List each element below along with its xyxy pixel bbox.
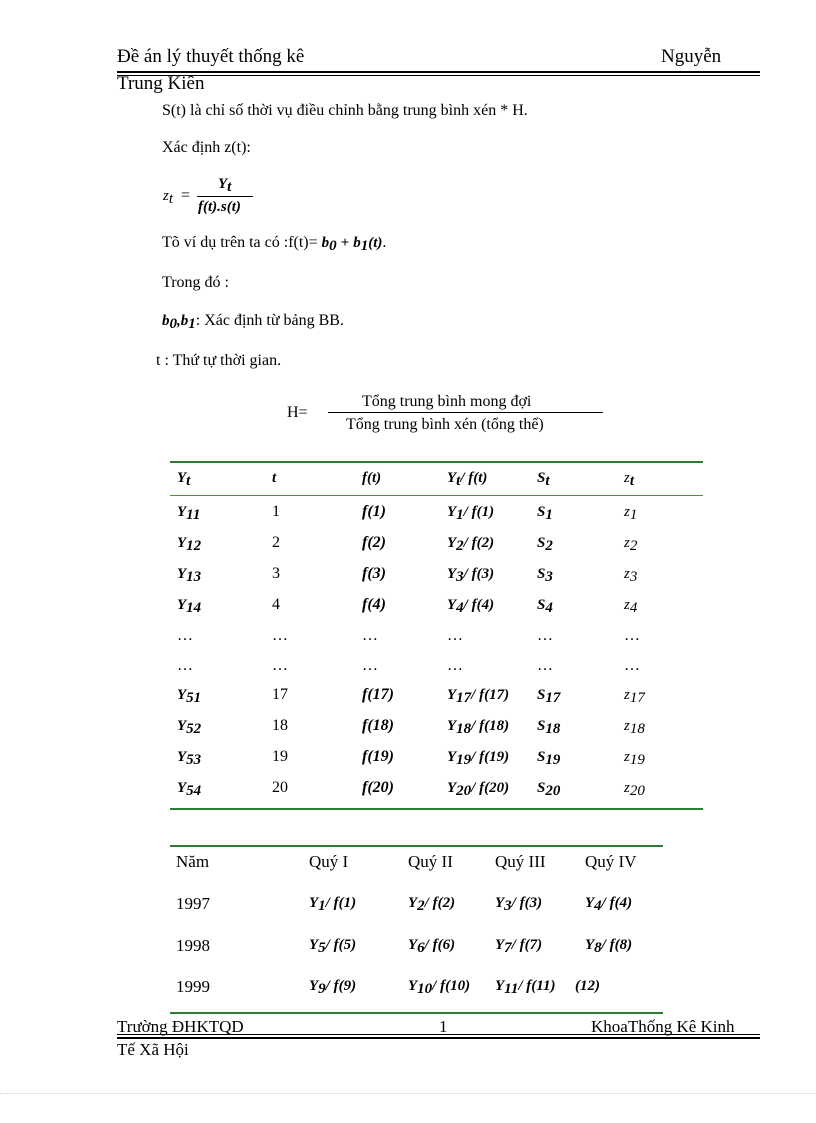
table2-value-sub: 6 [417,940,425,956]
table1-cell-z-sub: 18 [629,721,645,737]
table1-cell-ratio-y: Y [447,535,457,551]
table2-value-y: Y [495,937,505,953]
footer-page-number: 1 [439,1017,448,1036]
table2-value-y: Y [309,978,319,994]
table1-cell-ratio-y: Y [447,749,457,765]
table1-header-sub: t [186,473,191,489]
table1-cell-z [624,657,640,675]
table2-value-y: Y [585,937,595,953]
table1-cell-y-main: Y [177,566,187,582]
table1-cell-s-main: S [537,718,546,734]
table1-cell-y [177,534,201,555]
table1-cell-z-sub: 19 [629,752,645,768]
table1-cell-z-main: z [624,597,630,613]
table1-cell-y [177,779,201,800]
table1-header-sub: t [456,473,461,489]
table2-value-y: Y [495,978,505,994]
table1-header-sub: t [545,473,550,489]
table1-cell-ratio-tail: / f(20) [471,780,510,796]
table2-value-y: Y [408,895,418,911]
table1-cell-s-sub: 4 [545,600,553,616]
table1-cell-y-sub: 14 [186,600,202,616]
table2-value-tail: / f(9) [325,978,357,994]
footer-rule-thick [117,1037,760,1039]
table2-value-tail: / f(3) [511,895,543,911]
table1-cell-z [624,717,645,738]
table1-cell-ft: f(20) [362,779,394,796]
table1-cell-y-main: … [177,657,193,674]
table1-cell-ratio-y: Y [447,504,457,520]
table1-cell-ratio [447,596,494,617]
table1-cell-ratio [447,534,494,555]
table1-cell-y-sub: 51 [186,690,202,706]
table1-header-rule [170,495,703,496]
formula-z-denominator: f(t).s(t) [198,199,241,215]
table1-cell-s-main: S [537,597,546,613]
table1-cell-z-sub: 3 [629,569,638,585]
table2-value-y: Y [309,937,319,953]
table1-cell-z-sub: 4 [629,600,638,616]
table1-cell-s-main: S [537,749,546,765]
table1-cell-y-main: … [177,627,193,644]
table1-cell-s-main: … [537,657,553,674]
table1-cell-y [177,657,193,675]
table1-cell-y [177,565,201,586]
formula-z-lhs: $z_t$ = [163,187,191,207]
table1-cell-t: 19 [272,748,288,765]
table1-cell-ratio-tail: / f(3) [463,566,495,582]
table1-cell-ratio-tail: / f(4) [463,597,495,613]
table2-bottom-rule [170,1012,663,1014]
table2-year-cell: 1997 [176,894,210,913]
table1-cell-z-main: z [624,780,630,796]
table1-cell-z-sub: 20 [629,783,645,799]
table2-header-cell: Quý III [495,852,546,871]
table1-cell-z-main: z [624,566,630,582]
table1-header-main: S [537,470,546,486]
table1-cell-y-main: Y [177,504,187,520]
table1-cell-y-main: Y [177,749,187,765]
header-author-continued: Trung Kiên [117,73,205,94]
table1-cell-y-sub: 11 [186,507,201,523]
table2-value-sub: 3 [504,898,512,914]
table2-header-cell: Quý IV [585,852,637,871]
table1-cell-z-main: z [624,535,630,551]
table2-value-tail: / f(2) [424,895,456,911]
table1-cell-s [537,657,553,675]
table1-header-tail: / f(t) [460,470,488,486]
table1-cell-ft: f(2) [362,534,386,551]
table1-cell-y [177,596,201,617]
table1-header-cell [447,469,487,490]
formula-h-denominator: Tổng trung bình xén (tổng thể) [346,416,544,433]
table1-cell-y-main: Y [177,535,187,551]
table1-cell-s-sub: 17 [545,690,561,706]
text-line-seasonal-index: S(t) là chỉ số thời vụ điều chỉnh bằng trung bình xén * H. [162,102,528,119]
formula-z-numerator: $Y_t$ [218,176,232,195]
table1-cell-y-sub: 54 [186,783,202,799]
table1-cell-t: 1 [272,503,280,520]
table1-cell-y-main: Y [177,718,187,734]
table2-value-cell [495,894,542,915]
header-rule-thick [117,71,760,73]
table1-cell-ratio-y: Y [447,597,457,613]
table1-bottom-rule [170,808,703,810]
table1-cell-t: 20 [272,779,288,796]
table1-cell-t: … [272,627,288,644]
table1-cell-z [624,565,637,586]
table2-value-cell [585,936,632,957]
table1-cell-ratio-y: … [447,657,463,674]
table1-cell-y [177,503,200,524]
table1-cell-s [537,503,553,524]
table1-cell-ratio-y: Y [447,687,457,703]
footer-school: Trường ĐHKTQD [117,1017,244,1036]
table1-header-sub: t [629,473,635,489]
table1-cell-s-main: S [537,566,546,582]
table1-cell-ratio [447,565,494,586]
table2-value-cell [585,894,632,915]
table1-cell-ratio-sub: 17 [456,690,472,706]
table1-cell-ft: f(17) [362,686,394,703]
table2-value-sub: 2 [417,898,425,914]
table2-value-tail: / f(6) [424,937,456,953]
table2-header-cell: Quý II [408,852,453,871]
page-bottom-dotted-line [0,1093,816,1094]
table1-cell-z [624,748,645,769]
table2-value-cell [495,977,555,998]
formula-h-fraction-bar [328,412,603,413]
table2-value-tail: (12) [575,978,600,994]
table1-cell-z-main: z [624,504,630,520]
table2-value-y: Y [408,978,418,994]
table1-cell-ratio [447,503,494,524]
table1-cell-s-sub: 19 [545,752,561,768]
table1-cell-s-main: … [537,627,553,644]
table2-value-cell [309,894,356,915]
table1-cell-ratio-y: Y [447,566,457,582]
table1-cell-z [624,779,645,800]
table1-cell-ratio-tail: / f(19) [471,749,510,765]
table1-cell-ratio [447,717,509,738]
table2-value-sub: 1 [318,898,326,914]
text-line-where: Trong đó : [162,274,229,291]
table2-year-cell: 1998 [176,936,210,955]
table1-header-main: Y [177,470,187,486]
table1-cell-y-sub: 53 [186,752,202,768]
table1-cell-s-sub: 18 [545,721,561,737]
formula-h-numerator: Tổng trung bình mong đợi [362,393,532,410]
table2-value-cell [408,977,470,998]
table1-cell-y-sub: 13 [186,569,202,585]
table1-cell-t: 3 [272,565,280,582]
table1-cell-ratio [447,686,509,707]
table2-header-cell: Năm [176,852,210,871]
table1-header-cell [177,469,190,490]
table1-cell-s [537,565,553,586]
table2-value-tail: / f(5) [325,937,357,953]
table1-cell-s [537,596,553,617]
footer-faculty: KhoaThống Kê Kinh [591,1017,735,1036]
table1-cell-y [177,686,201,707]
table1-cell-ft: … [362,627,378,644]
footer-faculty-continued: Tế Xã Hội [117,1040,189,1059]
table1-cell-s [537,627,553,645]
formula-z-fraction-bar [197,196,253,197]
table1-cell-ft: f(19) [362,748,394,765]
table2-value-y: Y [585,895,595,911]
table2-value-sub: 11 [504,981,519,997]
table1-cell-ratio-tail: / f(1) [463,504,495,520]
table1-cell-t: 18 [272,717,288,734]
table1-cell-z-sub: 2 [629,538,638,554]
table1-cell-ratio [447,779,509,800]
table1-cell-z-main: z [624,749,630,765]
table1-cell-s-main: S [537,535,546,551]
table1-cell-z [624,596,637,617]
table1-cell-t: … [272,657,288,674]
table1-header-main: f(t) [362,470,382,486]
table2-value-y: Y [495,895,505,911]
table1-cell-ratio-y: … [447,627,463,644]
table2-value-sub: 9 [318,981,326,997]
table1-cell-ratio-sub: 2 [456,538,464,554]
table1-cell-s [537,717,560,738]
table1-cell-y-main: Y [177,597,187,613]
table1-cell-y [177,717,201,738]
footer-rule-thin [117,1034,760,1035]
table2-value-cell [408,936,455,957]
header-rule-thin [117,75,760,76]
table1-cell-z [624,627,640,645]
table1-cell-ratio-y: Y [447,780,457,796]
table1-cell-ratio [447,627,463,645]
table1-cell-s-sub: 20 [545,783,561,799]
table1-cell-s-sub: 3 [545,569,553,585]
table2-value-sub: 7 [504,940,512,956]
table2-header-cell: Quý I [309,852,349,871]
table1-cell-y-sub: 52 [186,721,202,737]
table1-cell-t: 2 [272,534,280,551]
table1-cell-s [537,748,560,769]
table1-cell-y-main: Y [177,780,187,796]
table2-value-tail: / f(1) [325,895,357,911]
table2-value-tail: / f(7) [511,937,543,953]
table1-cell-ratio-tail: / f(17) [471,687,510,703]
table2-value-y: Y [408,937,418,953]
table2-value-cell [575,977,600,995]
table1-cell-ft: f(3) [362,565,386,582]
table1-header-cell [537,469,550,490]
table1-cell-ft: f(1) [362,503,386,520]
table1-cell-ratio-sub: 4 [456,600,464,616]
table1-cell-s [537,779,560,800]
formula-h-label: H= [287,404,308,421]
table1-cell-s [537,534,553,555]
table2-value-sub: 4 [594,898,602,914]
table1-header-cell [272,469,276,487]
table1-cell-z-main: z [624,687,630,703]
table1-cell-z-sub: 1 [629,507,638,523]
table2-value-cell [408,894,455,915]
table1-cell-ratio-sub: 1 [456,507,464,523]
table1-cell-ft: … [362,657,378,674]
table2-value-sub: 10 [417,981,433,997]
header-title: Đề án lý thuyết thống kê [117,46,305,67]
table2-year-cell: 1999 [176,977,210,996]
table1-cell-ft: f(4) [362,596,386,613]
table2-value-tail: / f(10) [432,978,471,994]
table1-cell-s-main: S [537,687,546,703]
header-author: Nguyễn [661,46,722,67]
table1-cell-y [177,627,193,645]
table1-cell-ratio-y: Y [447,718,457,734]
table2-value-y: Y [309,895,319,911]
table1-cell-ratio-sub: 18 [456,721,472,737]
table1-cell-s [537,686,560,707]
table2-value-cell [309,977,356,998]
table2-value-tail: / f(8) [601,937,633,953]
table1-cell-z [624,534,637,555]
table2-value-cell [495,936,542,957]
table1-cell-z-main: … [624,627,640,644]
table2-top-rule [170,845,663,847]
table1-cell-z-main: z [624,718,630,734]
table1-cell-ratio-sub: 20 [456,783,472,799]
table1-cell-y-main: Y [177,687,187,703]
text-line-b0-b1: $b_0,b_1$: Xác định từ bảng BB. [162,312,344,332]
table2-value-cell [309,936,356,957]
table1-cell-t: 4 [272,596,280,613]
table1-top-rule [170,461,703,463]
table1-cell-t: 17 [272,686,288,703]
text-line-determine-z: Xác định z(t): [162,139,251,156]
table1-cell-z-sub: 17 [629,690,645,706]
table1-cell-y [177,748,201,769]
table1-cell-ratio-sub: 3 [456,569,464,585]
text-line-ft: Tõ ví dụ trên ta có :f(t)= $b_0 + b_1(t)$. [162,234,387,254]
table2-value-tail: / f(11) [518,978,556,994]
table1-cell-s-main: S [537,780,546,796]
table1-header-main: t [272,470,277,486]
table1-cell-s-main: S [537,504,546,520]
table1-cell-ratio-sub: 19 [456,752,472,768]
table2-value-sub: 8 [594,940,602,956]
table1-cell-z [624,686,645,707]
table1-header-cell [624,469,634,490]
table1-cell-z-main: … [624,657,640,674]
table1-header-main: z [624,470,630,486]
table1-cell-ratio-tail: / f(18) [471,718,510,734]
table1-cell-ft: f(18) [362,717,394,734]
table1-header-main: Y [447,470,457,486]
table1-cell-y-sub: 12 [186,538,202,554]
text-line-t-order: t : Thứ tự thời gian. [156,352,282,369]
table1-cell-ratio-tail: / f(2) [463,535,495,551]
table1-cell-s-sub: 1 [545,507,553,523]
table1-cell-ratio [447,657,463,675]
table1-header-cell [362,469,381,487]
table1-cell-ratio [447,748,509,769]
table2-value-sub: 5 [318,940,326,956]
table1-cell-z [624,503,637,524]
table1-cell-s-sub: 2 [545,538,553,554]
table2-value-tail: / f(4) [601,895,633,911]
